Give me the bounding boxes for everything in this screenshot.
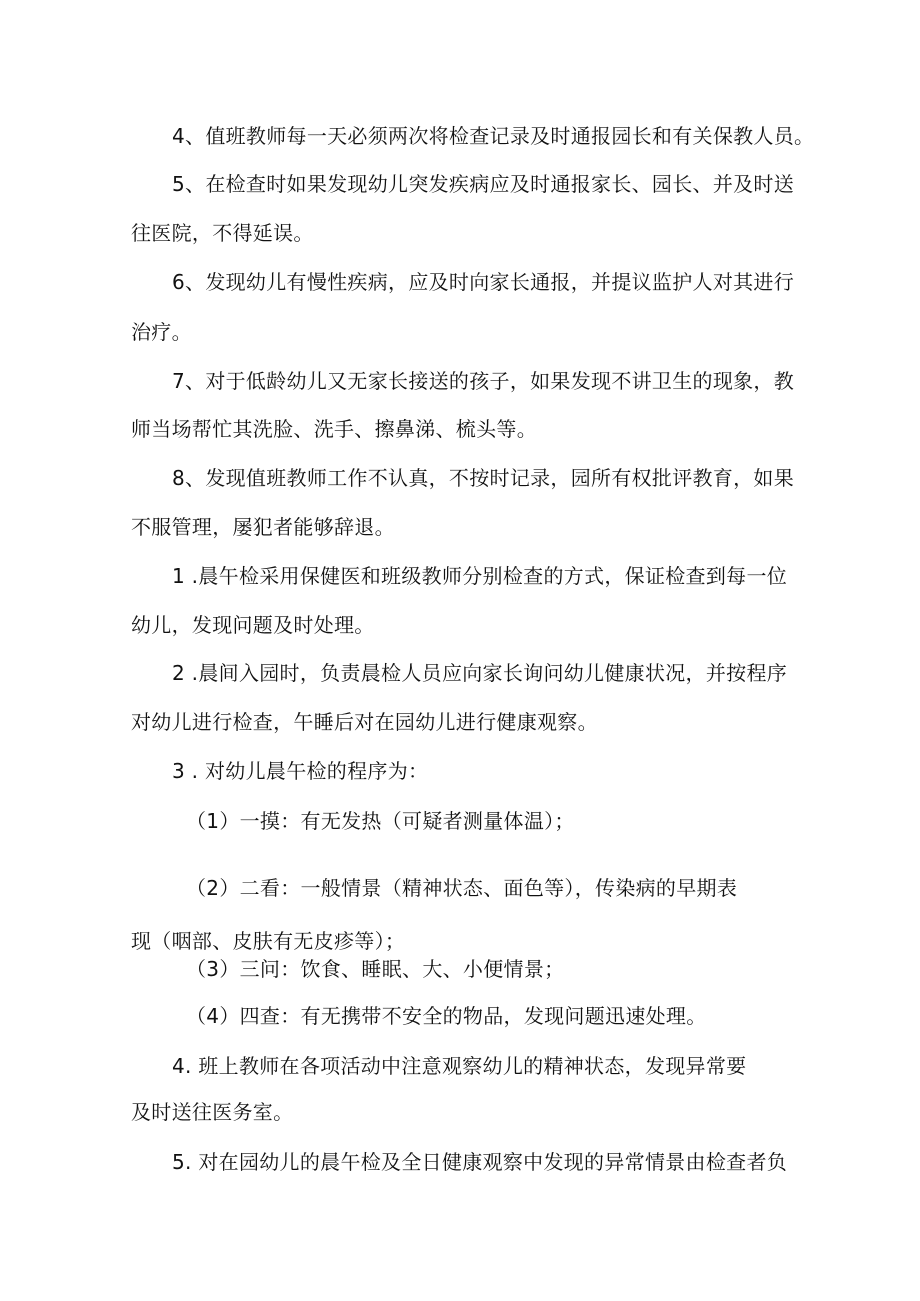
text-line: 师当场帮忙其洗脸、洗手、擦鼻涕、梳头等。	[131, 417, 537, 441]
text-line: 4、值班教师每一天必须两次将检查记录及时通报园长和有关保教人员。	[172, 124, 815, 148]
text-line: 及时送往医务室。	[131, 1100, 294, 1124]
text-line: 8、发现值班教师工作不认真，不按时记录，园所有权批评教育，如果	[172, 466, 795, 490]
text-line: 往医院，不得延误。	[131, 221, 314, 245]
text-line: 幼儿，发现问题及时处理。	[131, 613, 375, 637]
text-line: 5. 对在园幼儿的晨午检及全日健康观察中发现的异常情景由检查者负	[172, 1150, 788, 1174]
text-line: （3）三问：饮食、睡眠、大、小便情景；	[186, 957, 565, 981]
text-line: 治疗。	[131, 320, 192, 344]
text-line: 4. 班上教师在各项活动中注意观察幼儿的精神状态，发现异常要	[172, 1054, 747, 1078]
text-line: 现（咽部、皮肤有无皮疹等）；	[131, 929, 406, 953]
text-line: （1）一摸：有无发热（可疑者测量体温）；	[186, 809, 575, 833]
text-line: （4）四查：有无携带不安全的物品，发现问题迅速处理。	[186, 1004, 707, 1028]
text-line: （2）二看：一般情景（精神状态、面色等），传染病的早期表	[186, 876, 738, 900]
text-line: 5、在检查时如果发现幼儿突发疾病应及时通报家长、园长、并及时送	[172, 172, 795, 196]
text-line: 对幼儿进行检查，午睡后对在园幼儿进行健康观察。	[131, 710, 598, 734]
text-line: 7、对于低龄幼儿又无家长接送的孩子，如果发现不讲卫生的现象，教	[172, 369, 795, 393]
text-line: 3 . 对幼儿晨午检的程序为：	[172, 759, 429, 783]
text-line: 6、发现幼儿有慢性疾病，应及时向家长通报，并提议监护人对其进行	[172, 270, 795, 294]
text-line: 1 .晨午检采用保健医和班级教师分别检查的方式，保证检查到每一位	[172, 564, 788, 588]
text-line: 不服管理，屡犯者能够辞退。	[131, 515, 395, 539]
text-line: 2 .晨间入园时，负责晨检人员应向家长询问幼儿健康状况，并按程序	[172, 661, 788, 685]
